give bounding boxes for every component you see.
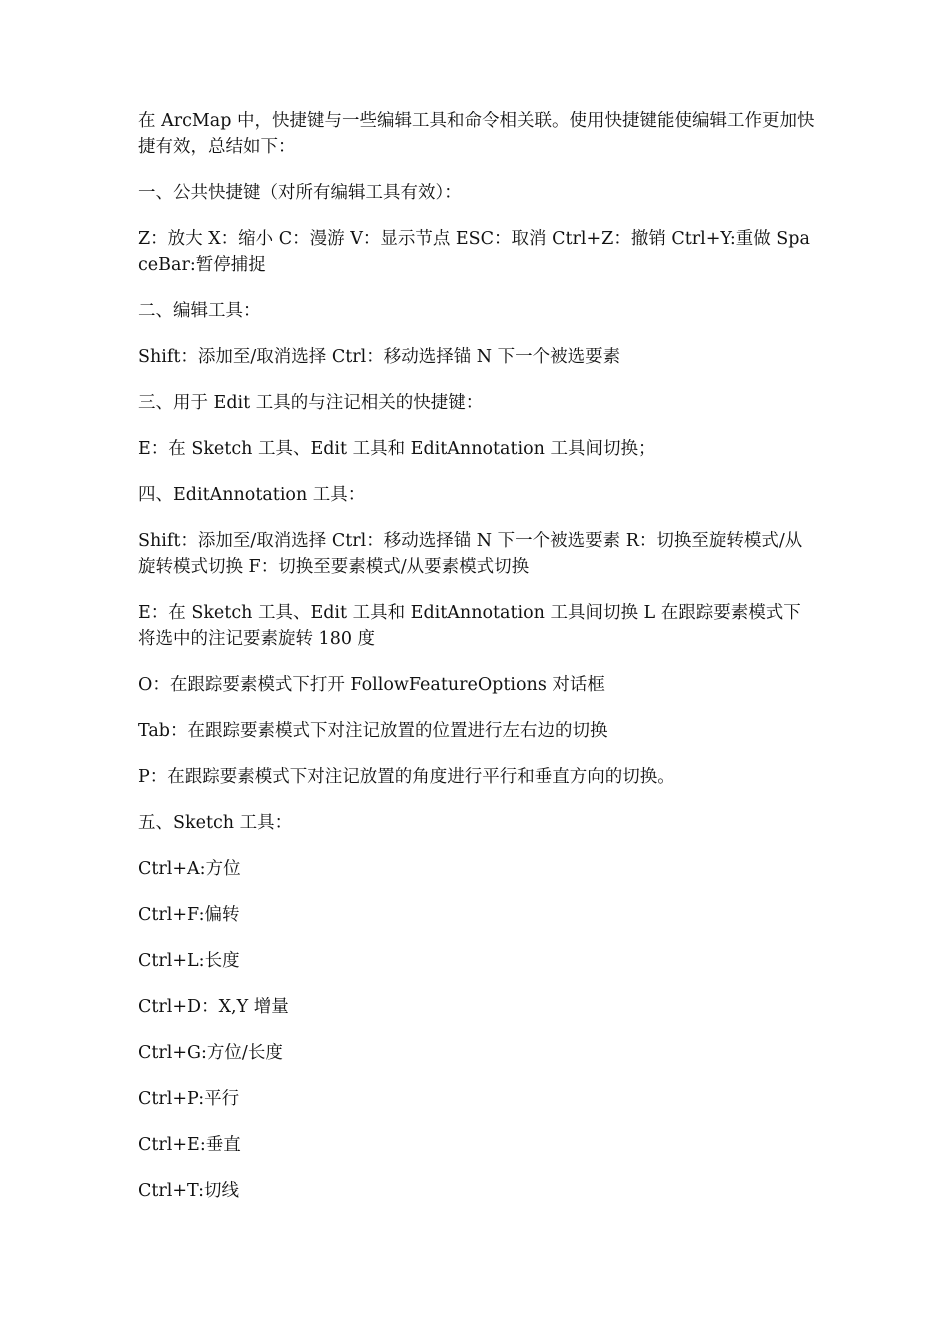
- common-shortcuts-list: Z：放大 X：缩小 C：漫游 V：显示节点 ESC：取消 Ctrl+Z：撤销 Ctrl+Y:重做 SpaceBar:暂停捕捉: [138, 229, 810, 275]
- sketch-shortcut-ctrl-d: Ctrl+D：X,Y 增量: [138, 997, 289, 1017]
- section-heading-annotation-shortcuts: 三、用于 Edit 工具的与注记相关的快捷键：: [138, 393, 484, 413]
- editannotation-shortcut-p: P：在跟踪要素模式下对注记放置的角度进行平行和垂直方向的切换。: [138, 767, 675, 787]
- sketch-shortcut-ctrl-a: Ctrl+A:方位: [138, 859, 241, 879]
- section-heading-sketch-tool: 五、Sketch 工具：: [138, 813, 293, 833]
- sketch-shortcut-ctrl-g: Ctrl+G:方位/长度: [138, 1043, 283, 1063]
- edit-tool-shortcuts: Shift：添加至/取消选择 Ctrl：移动选择锚 N 下一个被选要素: [138, 347, 621, 367]
- editannotation-shortcuts-1: Shift：添加至/取消选择 Ctrl：移动选择锚 N 下一个被选要素 R：切换至旋转模式/从旋转模式切换 F：切换至要素模式/从要素模式切换: [138, 531, 803, 577]
- section-heading-editannotation-tool: 四、EditAnnotation 工具：: [138, 485, 366, 505]
- section-heading-common-shortcuts: 一、公共快捷键（对所有编辑工具有效）：: [138, 183, 462, 203]
- sketch-shortcut-ctrl-p: Ctrl+P:平行: [138, 1089, 240, 1109]
- annotation-shortcuts: E：在 Sketch 工具、Edit 工具和 EditAnnotation 工具间切换；: [138, 439, 656, 459]
- sketch-shortcut-ctrl-e: Ctrl+E:垂直: [138, 1135, 241, 1155]
- sketch-shortcut-ctrl-f: Ctrl+F:偏转: [138, 905, 240, 925]
- document-body: [138, 108, 818, 1224]
- section-heading-edit-tool: 二、编辑工具：: [138, 301, 261, 321]
- editannotation-shortcut-tab: Tab：在跟踪要素模式下对注记放置的位置进行左右边的切换: [138, 721, 608, 741]
- sketch-shortcut-ctrl-t: Ctrl+T:切线: [138, 1181, 239, 1201]
- sketch-shortcut-ctrl-l: Ctrl+L:长度: [138, 951, 240, 971]
- editannotation-shortcuts-2: E：在 Sketch 工具、Edit 工具和 EditAnnotation 工具间切换 L 在跟踪要素模式下将选中的注记要素旋转 180 度: [138, 603, 801, 649]
- intro-paragraph: 在 ArcMap 中，快捷键与一些编辑工具和命令相关联。使用快捷键能使编辑工作更加快捷有效，总结如下：: [138, 111, 815, 157]
- editannotation-shortcut-o: O：在跟踪要素模式下打开 FollowFeatureOptions 对话框: [138, 675, 605, 695]
